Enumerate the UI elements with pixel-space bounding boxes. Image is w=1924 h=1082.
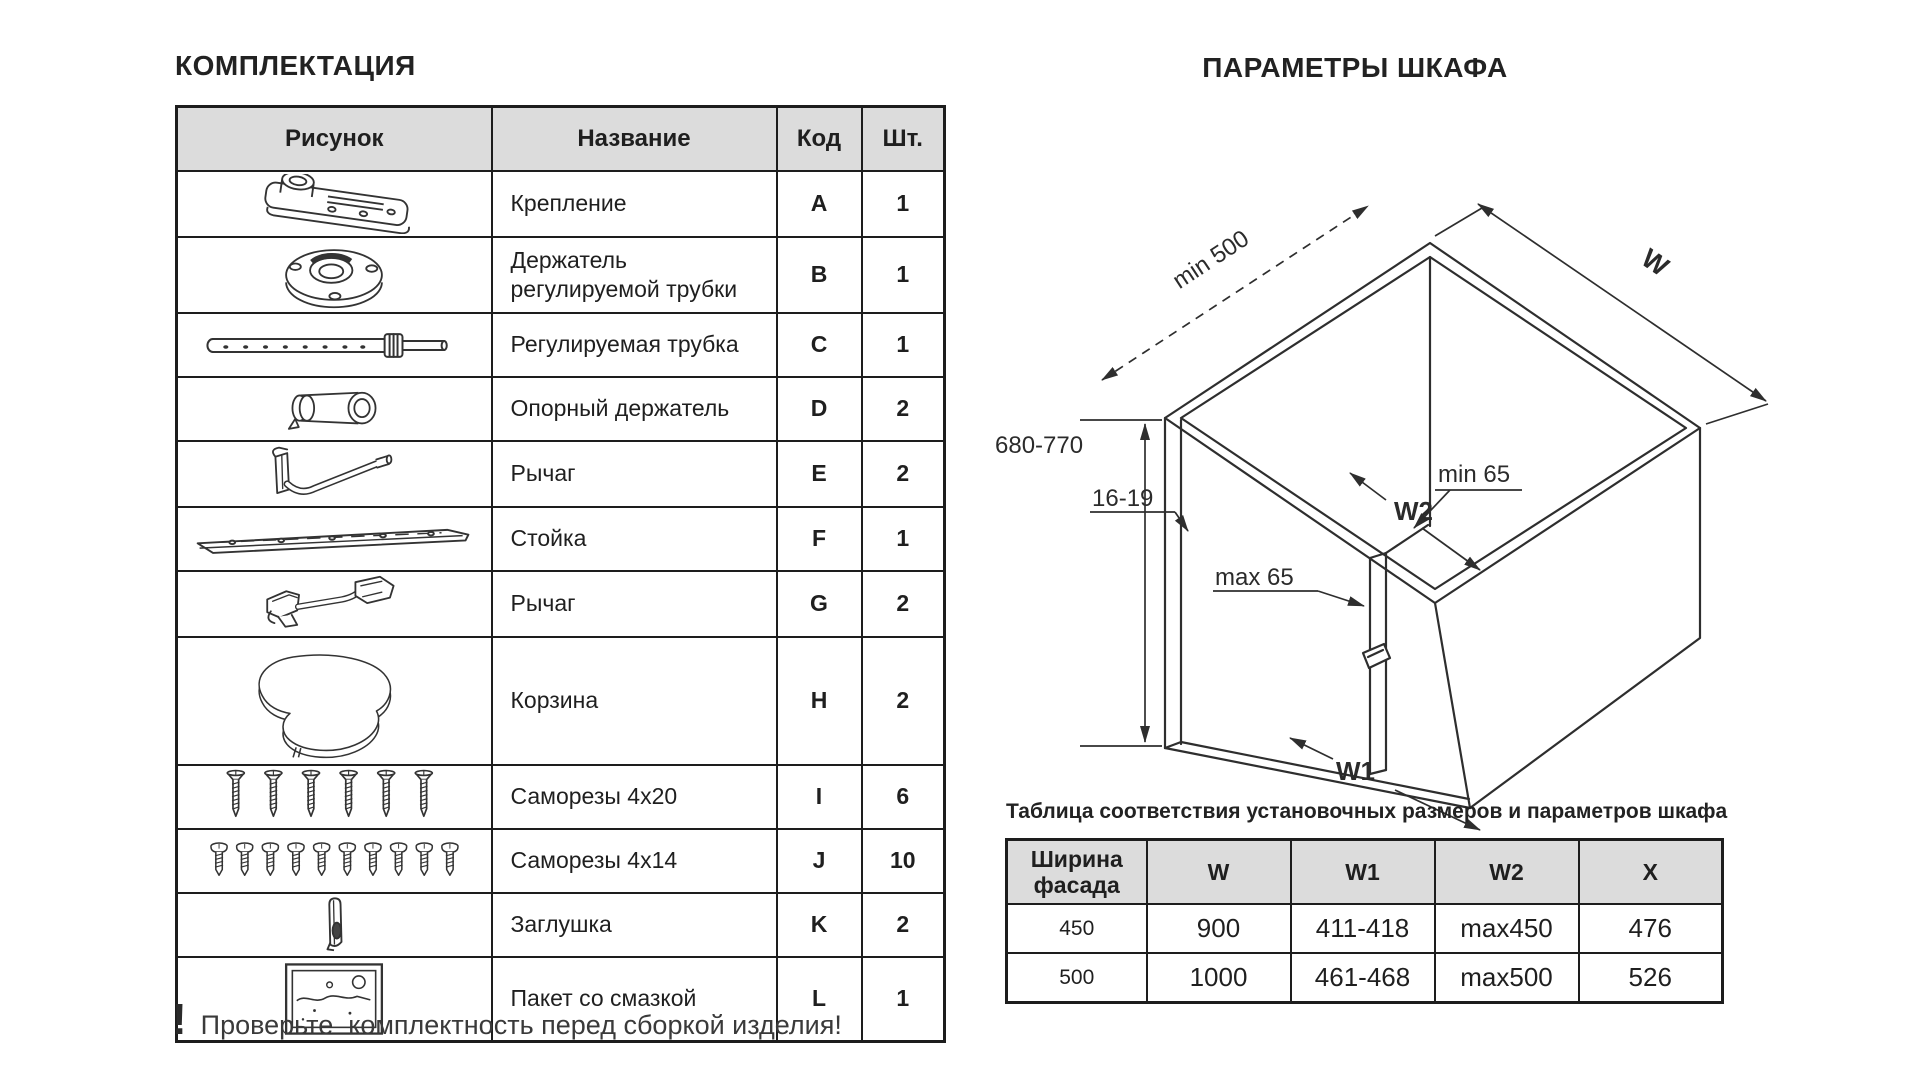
part-drawing-adjustable-tube	[177, 313, 492, 377]
part-drawing-screws-4x20	[177, 765, 492, 829]
kit-header-image: Рисунок	[177, 107, 492, 171]
part-name: Пакет со смазкой	[492, 957, 777, 1042]
part-code: F	[777, 507, 862, 571]
params-cell: 461-468	[1291, 953, 1435, 1003]
kit-table-row	[177, 571, 945, 637]
part-name: Заглушка	[492, 893, 777, 957]
dim-w1-label: W1	[1336, 756, 1375, 786]
part-qty: 1	[862, 237, 945, 313]
params-header: W	[1147, 840, 1291, 905]
warning-note	[172, 995, 842, 1044]
params-cell: 411-418	[1291, 904, 1435, 953]
rail-drawing	[190, 522, 478, 555]
warning-text: Проверьте комплектность перед сборкой изделия!	[200, 1010, 842, 1040]
kit-header-code: Код	[777, 107, 862, 171]
part-code: I	[777, 765, 862, 829]
dim-height-range-label: 680-770	[995, 432, 1084, 459]
part-code: E	[777, 441, 862, 507]
screws-4x14-drawing	[203, 842, 465, 880]
kit-table-body	[177, 171, 945, 1042]
dim-min-depth-label: min 500	[1167, 224, 1254, 295]
part-code: G	[777, 571, 862, 637]
part-drawing-lever-arm	[177, 571, 492, 637]
part-qty: 1	[862, 957, 945, 1042]
part-code: B	[777, 237, 862, 313]
kit-table-row	[177, 765, 945, 829]
params-section-title: ПАРАМЕТРЫ ШКАФА	[1202, 52, 1508, 83]
part-name: Стойка	[492, 507, 777, 571]
part-drawing-screws-4x14	[177, 829, 492, 893]
part-code: L	[777, 957, 862, 1042]
part-qty: 1	[862, 507, 945, 571]
kit-table-row	[177, 237, 945, 313]
part-name: Регулируемая трубка	[492, 313, 777, 377]
params-table	[1005, 838, 1724, 1004]
part-code: J	[777, 829, 862, 893]
kit-section-title: КОМПЛЕКТАЦИЯ	[175, 50, 416, 81]
dim-panel-thickness-label: 16-19	[1092, 485, 1154, 512]
lever-arm-drawing	[247, 574, 422, 634]
part-drawing-support-holder	[177, 377, 492, 441]
params-header: X	[1579, 840, 1723, 905]
params-row	[1007, 904, 1723, 953]
part-name: Саморезы 4x14	[492, 829, 777, 893]
params-header-row	[1007, 840, 1723, 905]
params-cell: 450	[1007, 904, 1147, 953]
part-name: Корзина	[492, 637, 777, 765]
basket-drawing	[245, 640, 423, 762]
params-header: W2	[1435, 840, 1579, 905]
params-header: W1	[1291, 840, 1435, 905]
params-header: Ширина фасада	[1007, 840, 1147, 905]
part-drawing-lever-rod	[177, 441, 492, 507]
kit-table-row	[177, 377, 945, 441]
params-cell: 900	[1147, 904, 1291, 953]
kit-table-header-row	[177, 107, 945, 171]
kit-header-qty: Шт.	[862, 107, 945, 171]
dim-w2-label: W2	[1394, 496, 1433, 526]
kit-table-row	[177, 507, 945, 571]
part-drawing-plug	[177, 893, 492, 957]
part-drawing-tube-holder	[177, 237, 492, 313]
part-qty: 2	[862, 893, 945, 957]
kit-table	[175, 105, 946, 1043]
part-qty: 1	[862, 313, 945, 377]
tube-holder-drawing	[264, 240, 404, 310]
params-cell: 526	[1579, 953, 1723, 1003]
part-drawing-basket	[177, 637, 492, 765]
part-code: A	[777, 171, 862, 237]
dim-min-gap-label: min 65	[1438, 461, 1511, 488]
dim-width-label: W	[1636, 242, 1675, 283]
part-qty: 2	[862, 637, 945, 765]
params-cell: 1000	[1147, 953, 1291, 1003]
part-name: Саморезы 4x20	[492, 765, 777, 829]
part-qty: 6	[862, 765, 945, 829]
params-cell: max450	[1435, 904, 1579, 953]
params-row	[1007, 953, 1723, 1003]
kit-table-row	[177, 441, 945, 507]
kit-table-row	[177, 637, 945, 765]
part-qty: 2	[862, 571, 945, 637]
part-qty: 1	[862, 171, 945, 237]
exclamation-icon: !	[172, 995, 187, 1044]
cabinet-diagram	[980, 108, 1770, 838]
kit-header-name: Название	[492, 107, 777, 171]
part-name: Рычаг	[492, 441, 777, 507]
support-holder-drawing	[272, 381, 396, 437]
part-code: H	[777, 637, 862, 765]
params-cell: 476	[1579, 904, 1723, 953]
plug-drawing	[317, 896, 351, 954]
part-qty: 2	[862, 377, 945, 441]
part-drawing-rail	[177, 507, 492, 571]
lever-rod-drawing	[252, 444, 417, 504]
params-table-title: Таблица соответствия установочных размеров и параметров шкафа	[1006, 800, 1728, 823]
params-cell: max500	[1435, 953, 1579, 1003]
screws-4x20-drawing	[217, 769, 452, 824]
params-cell: 500	[1007, 953, 1147, 1003]
part-name: Держатель регулируемой трубки	[492, 237, 777, 313]
kit-table-row	[177, 893, 945, 957]
kit-table-row	[177, 829, 945, 893]
part-code: D	[777, 377, 862, 441]
part-qty: 2	[862, 441, 945, 507]
part-code: C	[777, 313, 862, 377]
adjustable-tube-drawing	[200, 327, 468, 363]
part-name: Крепление	[492, 171, 777, 237]
kit-table-row	[177, 171, 945, 237]
part-drawing-bracket-plate	[177, 171, 492, 237]
dim-max-gap-label: max 65	[1215, 564, 1294, 591]
mounting-plate-drawing	[237, 174, 432, 234]
part-name: Рычаг	[492, 571, 777, 637]
kit-table-row	[177, 313, 945, 377]
part-qty: 10	[862, 829, 945, 893]
part-code: K	[777, 893, 862, 957]
part-name: Опорный держатель	[492, 377, 777, 441]
